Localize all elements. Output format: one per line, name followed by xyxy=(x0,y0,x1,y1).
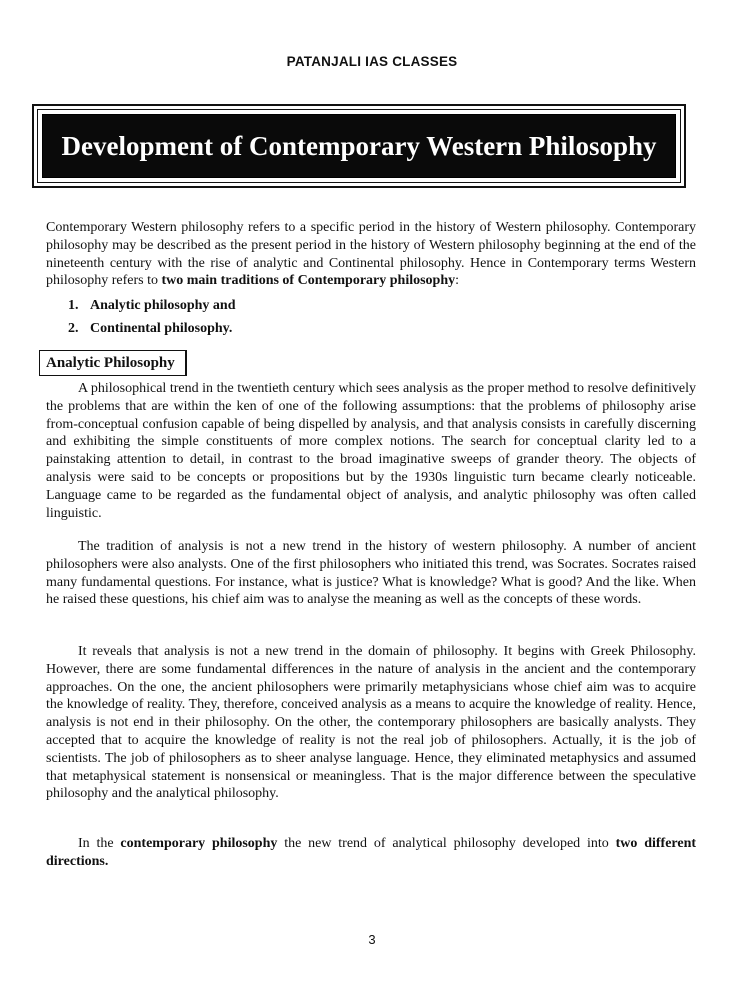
section-heading-text: Analytic Philosophy xyxy=(46,354,175,371)
intro-text: Contemporary Western philosophy refers to a specific period in the history of Western philosophy. Contemporary philosophy may be described as the present period in the history of Western philosophy beginning at the end of the nineteenth century with the rise of analytic and Continental philosophy. Hence in Contemporary terms Western philosophy refers to xyxy=(46,220,696,289)
list-label: Analytic philosophy and xyxy=(90,298,236,313)
closing-mid: the new trend of analytical philosophy developed into xyxy=(277,836,616,851)
page-header: PATANJALI IAS CLASSES xyxy=(286,54,458,69)
closing-bold-1: contemporary philosophy xyxy=(120,836,278,851)
closing-bold-2: two different directions. xyxy=(46,836,697,869)
body-paragraph-3: It reveals that analysis is not a new trend in the domain of philosophy. It begins with Greek Philosophy. However, there are some fundamental differences in the nature of analysis in the ancient and the contemporary approaches. On the one, the ancient philosophers were primarily metaphysicians whose chief aim was to acquire the knowledge of reality. They, therefore, conceived analysis as a means to acquire the knowledge of reality. Hence, analysis is not end in their philosophy. On the other, the contemporary philosophers are basically analysts. They accepted that to acquire the knowledge of reality is not the real job of philosophers. Actually, it is the job of scientists. The job of philosophers as to sheer analyse language. Hence, they eliminated metaphysics and assumed that metaphysical statement is nonsensical or meaningless. That is the major difference between the speculative philosophy and the analytical philosophy. xyxy=(46,644,696,802)
title-banner xyxy=(32,104,686,188)
intro-end: : xyxy=(455,273,460,289)
list-label: Continental philosophy. xyxy=(90,321,233,336)
list-number: 1. xyxy=(68,298,79,313)
page-number: 3 xyxy=(368,932,376,947)
body-paragraph-1: A philosophical trend in the twentieth century which sees analysis as the proper method to resolve definitively the problems that are within the ken of one of the following assumptions: that the problems of philosophy arise from-conceptual confusion capable of being dispelled by analysis, and that analysis consists in carefully discerning and exhibiting the simple constituents of more complex notions. The search for conceptual clarity led to a painstaking attention to detail, in contrast to the broad imaginative sweeps of grander theory. The objects of analysis were said to be concepts or propositions but by the 1930s linguistic turn became clearly noticeable. Language came to be regarded as the fundamental object of analysis, and analytic philosophy was often called linguistic. xyxy=(46,381,696,521)
traditions-list xyxy=(68,294,236,340)
closing-pre: In the xyxy=(78,836,121,851)
intro-bold: two main traditions of Contemporary philosophy xyxy=(161,273,456,289)
list-item xyxy=(68,317,236,340)
title-banner-fill xyxy=(42,114,676,178)
list-item xyxy=(68,294,236,317)
closing-paragraph xyxy=(46,835,696,871)
section-heading-analytic xyxy=(39,350,187,376)
intro-paragraph xyxy=(46,219,696,290)
page-title: Development of Contemporary Western Philosophy xyxy=(61,130,657,161)
body-paragraph-2: The tradition of analysis is not a new trend in the history of western philosophy. A number of ancient philosophers were also analysts. One of the first philosophers who initiated this trend, was Socrates. Socrates raised many fundamental questions. For instance, what is justice? What is knowledge? What is good? And the like. When he raised these questions, his chief aim was to analyse the meaning as well as the concepts of these words. xyxy=(46,539,696,608)
list-number: 2. xyxy=(68,321,79,336)
